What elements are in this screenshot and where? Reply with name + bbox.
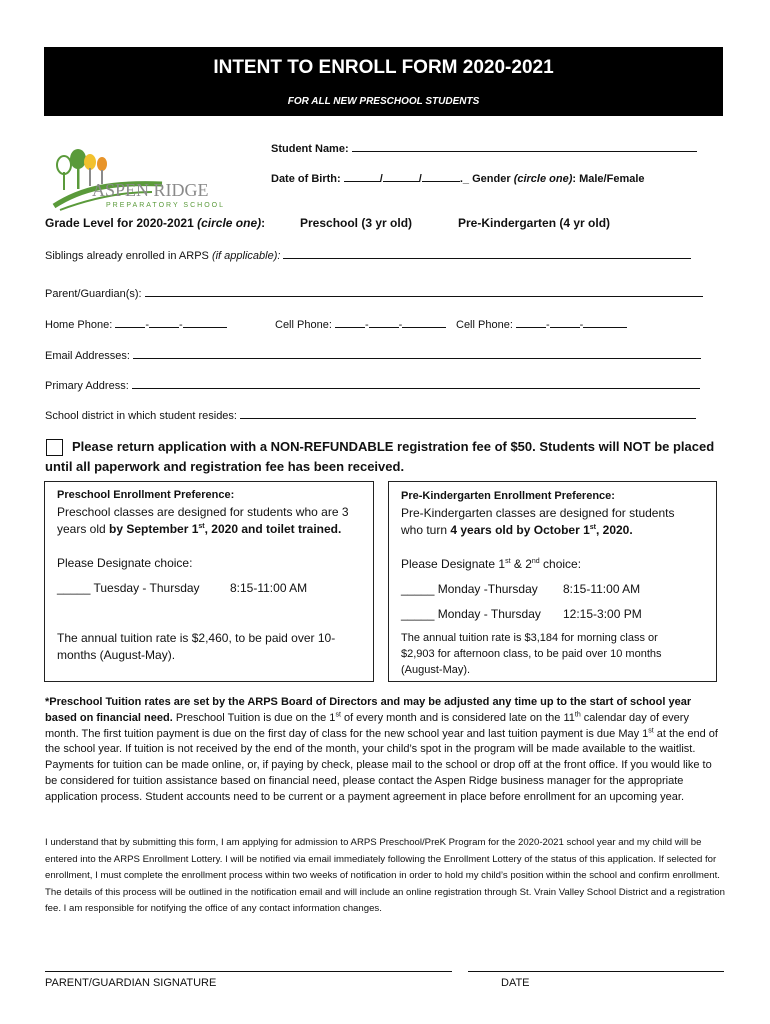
cell-phone-2-line[interactable] [583, 317, 627, 328]
district-field[interactable] [240, 408, 696, 419]
form-header [44, 47, 723, 116]
cell-phone-1-area[interactable] [335, 317, 365, 328]
prek-designate [401, 557, 581, 571]
tuition-policy-part2: of every month and is considered late on the 11 [340, 711, 575, 724]
cell-phone-1-line[interactable] [402, 317, 446, 328]
email-label: Email Addresses: [45, 350, 130, 362]
logo-name-line2: PREPARATORY SCHOOL [106, 202, 225, 209]
prek-desc-2 [401, 523, 633, 537]
home-phone-area[interactable] [115, 317, 145, 328]
student-name-label: Student Name: [271, 143, 349, 155]
parent-signature-label: PARENT/GUARDIAN SIGNATURE [45, 977, 217, 989]
prek-desc-2a: who turn [401, 523, 451, 537]
preschool-option-days: Tuesday - Thursday [93, 581, 200, 595]
prek-tuition-2: $2,903 for afternoon class, to be paid over 10 months [401, 648, 662, 660]
cell-phone-label-1: Cell Phone: [275, 319, 332, 331]
form-title: INTENT TO ENROLL FORM 2020-2021 [213, 57, 554, 78]
cell-phone-1-prefix[interactable] [369, 317, 399, 328]
tuition-policy-sup1: st [335, 711, 341, 719]
email-field[interactable] [133, 348, 701, 359]
preschool-option-blank[interactable]: _____ [57, 581, 91, 595]
tuition-policy-part4: at the end of the school year. If tuition is not received by the end of the month, your child’s spot in the program will be made available to the waitlist. Payments for tuition can be made online, or, if paying by check, please mail to the school or drop off at the front office. If you would like to be considered for tuition assistance based on financial need, please contact the Aspen Ridge business manager for the appropriate application process. Student accounts need to be current or a payment agreement in place before enrollment for an upcoming year. [45, 727, 718, 803]
home-phone-label: Home Phone: [45, 319, 113, 331]
prek-designate-sup1: st [505, 558, 511, 565]
prek-desc-sup: st [589, 524, 596, 531]
gender-hint: (circle one) [513, 173, 573, 185]
preschool-option-row[interactable] [57, 581, 200, 595]
form-subtitle: FOR ALL NEW PRESCHOOL STUDENTS [287, 96, 480, 107]
home-phone-prefix[interactable] [149, 317, 179, 328]
aspen-ridge-logo-icon [52, 148, 242, 213]
prek-option-2-blank[interactable]: _____ [401, 607, 435, 621]
prek-designate-b: & 2 [510, 557, 532, 571]
dob-label: Date of Birth: [271, 173, 341, 185]
tuition-policy-sup3: st [648, 726, 654, 734]
preschool-desc-2b: by September 1 [109, 522, 199, 536]
preschool-desc-2 [57, 522, 341, 536]
dob-tail: ._ [459, 173, 470, 185]
preschool-designate: Please Designate choice: [57, 556, 193, 570]
address-label: Primary Address: [45, 380, 129, 392]
student-name-field[interactable] [352, 141, 697, 152]
grade-option-preschool[interactable]: Preschool (3 yr old) [300, 216, 413, 230]
grade-label-row [45, 216, 265, 230]
tuition-policy [45, 695, 725, 806]
email-row [45, 348, 701, 362]
grade-colon: : [261, 216, 266, 230]
cell-phone-row-2: Cell Phone: - - [456, 317, 627, 331]
gender-label: Gender [472, 173, 511, 185]
grade-hint: (circle one) [197, 216, 262, 230]
preschool-desc-1: Preschool classes are designed for students who are 3 [57, 505, 349, 519]
dob-sep: / [379, 173, 383, 185]
prek-preference-box [388, 481, 717, 682]
prek-option-1-days: Monday -Thursday [437, 582, 538, 596]
school-logo [52, 148, 242, 213]
dob-day-field[interactable] [383, 171, 419, 182]
district-row [45, 408, 696, 422]
agreement-statement [45, 835, 725, 918]
preschool-desc-2c: , 2020 and toilet trained. [204, 522, 342, 536]
cell-phone-label-2: Cell Phone: [456, 319, 513, 331]
prek-designate-sup2: nd [531, 558, 540, 565]
prek-option-1-row[interactable] [401, 582, 538, 596]
dob-month-field[interactable] [344, 171, 380, 182]
prek-option-2-row[interactable] [401, 607, 541, 621]
notice-line-2: until all paperwork and registration fee has been received. [45, 459, 405, 474]
preschool-heading: Preschool Enrollment Preference: [57, 489, 235, 501]
prek-designate-c: choice: [539, 557, 582, 571]
address-row [45, 378, 700, 392]
prek-tuition-3: (August-May). [401, 664, 471, 676]
cell-phone-2-area[interactable] [516, 317, 546, 328]
district-label: School district in which student resides: [45, 410, 237, 422]
logo-name-line1: ASPEN RIDGE [92, 180, 209, 200]
preschool-desc-sup: st [198, 523, 205, 530]
preschool-preference-box [44, 481, 374, 682]
tuition-policy-lead: *Preschool Tuition rates are set by the ARPS Board of Directors and may be adjusted any time up to the start of school year based on financial need. [45, 696, 692, 724]
prek-desc-2c: , 2020. [595, 523, 633, 537]
prek-tuition-1: The annual tuition rate is $3,184 for morning class or [401, 632, 658, 644]
dob-sep: / [418, 173, 422, 185]
tuition-policy-part3: calendar day of every month. The first tuition payment is due on the first day of class for the new school year and last tuition payment is due May 1 [45, 711, 689, 740]
home-phone-row: Home Phone: - - [45, 317, 227, 331]
dob-year-field[interactable] [422, 171, 460, 182]
grade-option-prek[interactable]: Pre-Kindergarten (4 yr old) [458, 216, 611, 230]
prek-desc-2b: 4 years old by October 1 [450, 523, 590, 537]
fee-acknowledge-checkbox[interactable] [46, 439, 63, 456]
tuition-policy-part1: Preschool Tuition is due on the 1 [172, 711, 336, 724]
address-field[interactable] [132, 378, 700, 389]
prek-heading: Pre-Kindergarten Enrollment Preference: [401, 490, 615, 502]
parent-field[interactable] [145, 286, 703, 297]
agreement-text: I understand that by submitting this form, I am applying for admission to ARPS Preschool/PreK Program for the 2020-2021 school year and my child will be entered into the ARPS Enrollment Lottery. I will be notified via email immediately following the Enrollment Lottery of the status of this application. If selected for enrollment, I must complete the enrollment process within two weeks of notification in order to hold my child’s position within the school and confirm enrollment. The details of this process will be outlined in the notification email and will include an online registration through St. Vrain Valley School District and a registration fee. I am responsible for notifying the office of any contact information changes. [45, 837, 725, 915]
siblings-label: Siblings already enrolled in ARPS [45, 250, 209, 262]
date-line[interactable] [468, 971, 724, 972]
siblings-field[interactable] [283, 248, 691, 259]
prek-option-1-blank[interactable]: _____ [401, 582, 435, 596]
parent-row [45, 286, 703, 300]
preschool-option-time: 8:15-11:00 AM [230, 581, 308, 595]
preschool-desc-2a: years old [57, 522, 110, 536]
date-label: DATE [501, 977, 530, 989]
tuition-policy-sup2: th [574, 711, 581, 719]
prek-designate-a: Please Designate 1 [401, 557, 506, 571]
prek-option-1-time: 8:15-11:00 AM [563, 582, 641, 596]
home-phone-line[interactable] [183, 317, 227, 328]
notice-line-1: Please return application with a NON-REFUNDABLE registration fee of $50. Students will NOT be placed [72, 439, 715, 454]
preschool-tuition-1: The annual tuition rate is $2,460, to be paid over 10- [57, 631, 336, 645]
parent-label: Parent/Guardian(s): [45, 288, 142, 300]
prek-option-2-days: Monday - Thursday [437, 607, 541, 621]
prek-desc-1: Pre-Kindergarten classes are designed for students [401, 506, 675, 520]
preschool-tuition-2: months (August-May). [57, 648, 176, 662]
prek-option-2-time: 12:15-3:00 PM [563, 607, 642, 621]
dob-gender-row [271, 171, 645, 185]
gender-options[interactable]: : Male/Female [572, 173, 645, 185]
parent-signature-line[interactable] [45, 971, 452, 972]
siblings-hint: (if applicable): [211, 250, 281, 262]
cell-phone-row-1: Cell Phone: - - [275, 317, 446, 331]
siblings-row [45, 248, 691, 262]
student-name-row [271, 141, 697, 155]
cell-phone-2-prefix[interactable] [550, 317, 580, 328]
grade-label: Grade Level for 2020-2021 [45, 216, 194, 230]
